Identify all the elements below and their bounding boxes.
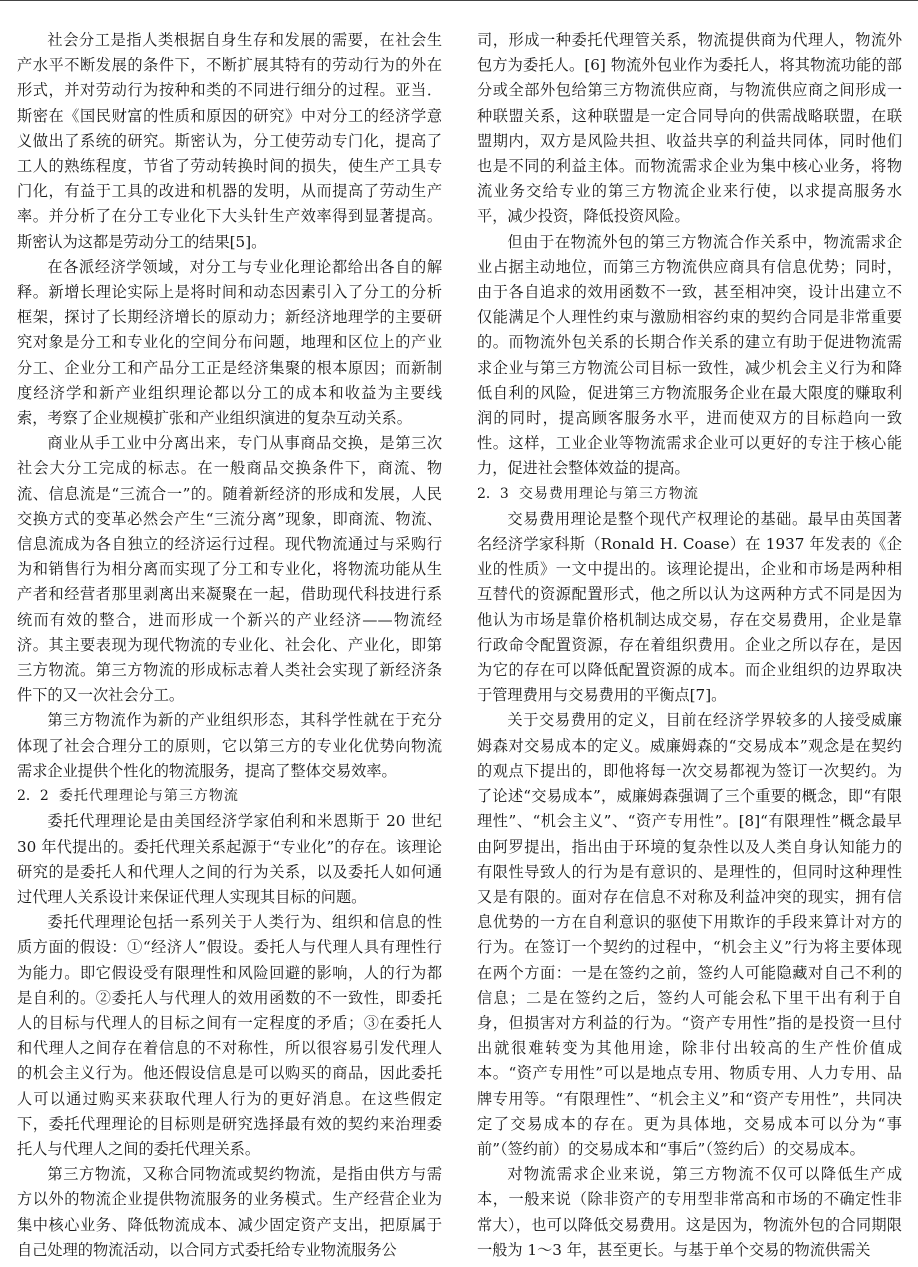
paragraph: 委托代理理论包括一系列关于人类行为、组织和信息的性质方面的假设：①“经济人”假设。委托人与代理人具有理性行为能力。即它假设受有限理性和风险回避的影响，人的行为都是自利的。②委托人与代理人的效用函数的不一致性，即委托人的目标与代理人的目标之间有一定程度的矛盾；③在委托人和代理人之间存在着信息的不对称性，所以很容易引发代理人的机会主义行为。他还假设信息是可以购买的商品，因此委托人可以通过购买来获取代理人行为的更好消息。在这些假定下，委托代理理论的目标则是研究选择最有效的契约来治理委托人与代理人之间的委托代理关系。: [17, 913, 442, 1158]
paragraph: 社会分工是指人类根据自身生存和发展的需要，在社会生产水平不断发展的条件下，不断扩展其特有的劳动行为的外在形式，并对劳动行为按种和类的不同进行细分的过程。亚当．斯密在《国民财富的性质和原因的研究》中对分工的经济学意义做出了系统的研究。斯密认为，分工使劳动专门化，提高了工人的熟练程度，节省了劳动转换时间的损失，使生产工具专门化，有益于工具的改进和机器的发明，从而提高了劳动生产率。并分析了在分工专业化下大头针生产效率得到显著提高。斯密认为这都是劳动分工的结果[5]。: [17, 31, 442, 251]
section-title: 交易费用理论与第三方物流: [518, 485, 699, 502]
paragraph: 关于交易费用的定义，目前在经济学界较多的人接受威廉姆森对交易成本的定义。威廉姆森的“交易成本”观念是在契约的观点下提出的，即他将每一次交易都视为签订一次契约。为了论述“交易成本”，威廉姆森强调了三个重要的概念，即“有限理性”、“机会主义”、“资产专用性”。[8]“有限理性”概念最早由阿罗提出，指出由于环境的复杂性以及人类自身认知能力的有限性导致人的行为是有意识的、是理性的，但同时这种理性又是有限的。面对存在信息不对称及利益冲突的现实，拥有信息优势的一方在自利意识的驱使下用欺诈的手段来算计对方的行为。在签订一个契约的过程中，“机会主义”行为将主要体现在两个方面：一是在签约之前，签约人可能隐藏对自己不利的信息；二是在签约之后，签约人可能会私下里干出有利于自身，但损害对方利益的行为。“资产专用性”指的是投资一旦付出就很难转变为其他用途，除非付出较高的生产性价值成本。“资产专用性”可以是地点专用、物质专用、人力专用、品牌专用等。“有限理性”、“机会主义”和“资产专用性”，共同决定了交易成本的存在。更为具体地，交易成本可以分为“事前”（签约前）的交易成本和“事后”（签约后）的交易成本。: [477, 711, 902, 1158]
left-column: [17, 28, 442, 1263]
paragraph: 商业从手工业中分离出来，专门从事商品交换，是第三次社会大分工完成的标志。在一般商品交换条件下，商流、物流、信息流是“三流合一”的。随着新经济的形成和发展，人民交换方式的变革必然会产生“三流分离”现象，即商流、物流、信息流成为各自独立的经济运行过程。现代物流通过与采购行为和销售行为相分离而实现了分工和专业化，将物流功能从生产者和经营者那里剥离出来凝聚在一起，借助现代科技进行系统而有效的整合，进而形成一个新兴的产业经济——物流经济。其主要表现为现代物流的专业化、社会化、产业化，即第三方物流。第三方物流的形成标志着人类社会实现了新经济条件下的又一次社会分工。: [17, 434, 442, 705]
paragraph: 第三方物流作为新的产业组织形态，其科学性就在于充分体现了社会合理分工的原则，它以第三方的专业化优势向物流需求企业提供个性化的物流服务，提高了整体交易效率。: [17, 711, 442, 780]
paragraph: 交易费用理论是整个现代产权理论的基础。最早由英国著名经济学家科斯（Ronald H. Coase）在 1937 年发表的《企业的性质》一文中提出的。该理论提出，企业和市场是两种相互替代的资源配置形式，他之所以认为这两种方式不同是因为他认为市场是靠价格机制达成交易，存在交易费用，企业是靠行政命令配置资源，存在着组织费用。企业之所以存在，是因为它的存在可以降低配置资源的成本。而企业组织的边界取决于管理费用与交易费用的平衡点[7]。: [477, 509, 902, 705]
paragraph: 委托代理理论是由美国经济学家伯利和米恩斯于 20 世纪 30 年代提出的。委托代理关系起源于“专业化”的存在。该理论研究的是委托人和代理人之间的行为关系，以及委托人如何通过代理人关系设计来保证代理人实现其目标的问题。: [17, 812, 442, 906]
section-number: 2．2: [17, 788, 49, 805]
paragraph: 第三方物流，又称合同物流或契约物流，是指由供方与需方以外的物流企业提供物流服务的业务模式。生产经营企业为集中核心业务、降低物流成本、减少固定资产支出，把原属于自己处理的物流活动，以合同方式委托给专业物流服务公: [17, 1165, 442, 1259]
section-heading-2-2: [17, 784, 442, 809]
paragraph-continued: 司，形成一种委托代理管关系，物流提供商为代理人，物流外包方为委托人。[6] 物流外包业作为委托人，将其物流功能的部分或全部外包给第三方物流供应商，与物流供应商之间形成一种联盟关系，这种联盟是一定合同导向的供需战略联盟，在联盟期内，双方是风险共担、收益共享的利益共同体，同时他们也是不同的利益主体。而物流需求企业为集中核心业务，将物流业务交给专业的第三方物流企业来行使，以求提高服务水平，减少投资，降低投资风险。: [477, 31, 902, 226]
section-heading-2-3: [477, 482, 902, 507]
right-column: [477, 28, 902, 1263]
section-title: 委托代理理论与第三方物流: [58, 788, 239, 805]
paragraph: 但由于在物流外包的第三方物流合作关系中，物流需求企业占据主动地位，而第三方物流供应商具有信息优势；同时，由于各自追求的效用函数不一致，甚至相冲突，设计出建立不仅能满足个人理性约束与激励相容约束的契约合同是非常重要的。而物流外包关系的长期合作关系的建立有助于促进物流需求企业与第三方物流公司目标一致性，减少机会主义行为和降低自利的风险，促进第三方物流服务企业在最大限度的赚取利润的同时，提高顾客服务水平，进而使双方的目标趋向一致性。这样，工业企业等物流需求企业可以更好的专注于核心能力，促进社会整体效益的提高。: [477, 232, 902, 478]
paragraph: 在各派经济学领域，对分工与专业化理论都给出各自的解释。新增长理论实际上是将时间和动态因素引入了分工的分析框架，探讨了长期经济增长的原动力；新经济地理学的主要研究对象是分工和专业化的空间分布问题，地理和区位上的产业分工、企业分工和产品分工正是经济集聚的根本原因；而新制度经济学和新产业组织理论都以分工的成本和收益为主要线索，考察了企业规模扩张和产业组织演进的复杂互动关系。: [17, 257, 442, 428]
paragraph: 对物流需求企业来说，第三方物流不仅可以降低生产成本，一般来说（除非资产的专用型非常高和市场的不确定性非常大），也可以降低交易费用。这是因为，物流外包的合同期限一般为 1～3 年，甚至更长。与基于单个交易的物流供需关: [477, 1165, 902, 1259]
header-rule: [0, 0, 918, 7]
section-number: 2．3: [477, 485, 509, 502]
